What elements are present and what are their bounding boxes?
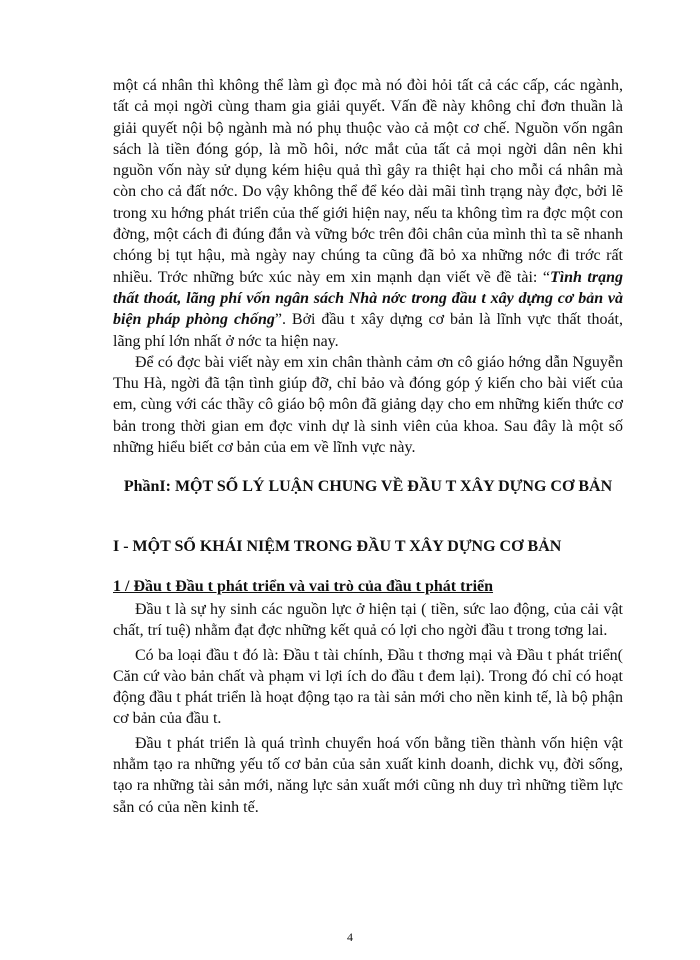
page-number: 4	[347, 930, 353, 944]
sub-heading	[113, 576, 623, 597]
intro-paragraph-1-text: một cá nhân thì không thể làm gì đọc mà nó đòi hỏi tất cả các cấp, các ngành, tất cả mọi ngời cùng tham gia giải quyết. Vấn đề này không chỉ đơn thuần là giải quyết nội bộ ngành mà nó phụ thuộc vào cả một cơ chế. Nguồn vốn ngân sách là tiền đóng góp, là mồ hôi, nớc mắt của tất cả mọi ngời dân nên khi nguồn vốn này sử dụng kém hiệu quả thì gây ra thiệt hại cho mỗi cá nhân mà còn cho cả đất nớc. Do vậy không thể để kéo dài mãi tình trạng này đợc, bởi lẽ trong xu hớng phát triển của thế giới hiện nay, nếu ta không tìm ra đợc một con đờng, một cách đi đúng đắn và vững bớc trên đôi chân của mình thì ta sẽ nhanh chóng bị tụt hậu, mà ngày nay chúng ta cũng đã bỏ xa những nớc đi trớc rất nhiều. Trớc những bức xúc này em xin mạnh dạn viết về đề tài: “	[113, 77, 623, 286]
intro-section	[113, 75, 623, 458]
intro-paragraph-1-end: ”. Bởi đầu t xây dựng cơ bản là lĩnh vực thất thoát, lãng phí lớn nhất ở nớc ta hiện nay.	[113, 311, 623, 350]
body-paragraph-2: Có ba loại đầu t đó là: Đầu t tài chính, Đầu t thơng mại và Đầu t phát triển( Căn cứ vào bản chất và phạm vi lợi ích do đầu t đem lại). Trong đó chỉ có hoạt động đầu t phát triển là hoạt động tạo ra tài sản mới cho nền kinh tế, là bộ phận cơ bản của đầu t.	[113, 646, 623, 728]
body-paragraph-1: Đầu t là sự hy sinh các nguồn lực ở hiện tại ( tiền, sức lao động, của cải vật chất, trí tuệ) nhằm đạt đợc những kết quả có lợi cho ngời đầu t trong tơng lai.	[113, 601, 623, 640]
intro-paragraph-2: Để có đợc bài viết này em xin chân thành cảm ơn cô giáo hớng dẫn Nguyễn Thu Hà, ngời đã tận tình giúp đỡ, chỉ bảo và đóng góp ý kiến cho bài viết của em, cùng với các thầy cô giáo bộ môn đã giảng dạy cho em những kiến thức cơ bản trong thời gian em đợc vinh dự là sinh viên của khoa. Sau đây là một số những hiểu biết cơ bản của em về lĩnh vực này.	[113, 353, 623, 457]
sub-heading-text: 1 / Đầu t Đầu t phát triển và vai trò của đầu t phát triển	[113, 578, 494, 595]
section-heading: I - MỘT SỐ KHÁI NIỆM TRONG ĐẦU T XÂY DỰNG CƠ BẢN	[113, 538, 562, 555]
body-section	[113, 599, 623, 818]
thesis-title: Tình trạng thất thoát, lãng phí vốn ngân sách Nhà nớc trong đầu t xây dựng cơ bản và biện pháp phòng chống	[113, 268, 623, 329]
intro-paragraph-1	[113, 75, 623, 352]
body-paragraph-3: Đầu t phát triển là quá trình chuyển hoá vốn bằng tiền thành vốn hiện vật nhằm tạo ra những yếu tố cơ bản của sản xuất kinh doanh, dichk vụ, đời sống, tạo ra những tài sản mới, năng lực sản xuất mới cũng nh duy trì những tiềm lực sẵn có của nền kinh tế.	[113, 734, 623, 816]
part-heading: PhầnI: MỘT SỐ LÝ LUẬN CHUNG VỀ ĐẦU T XÂY DỰNG CƠ BẢN	[123, 478, 613, 495]
